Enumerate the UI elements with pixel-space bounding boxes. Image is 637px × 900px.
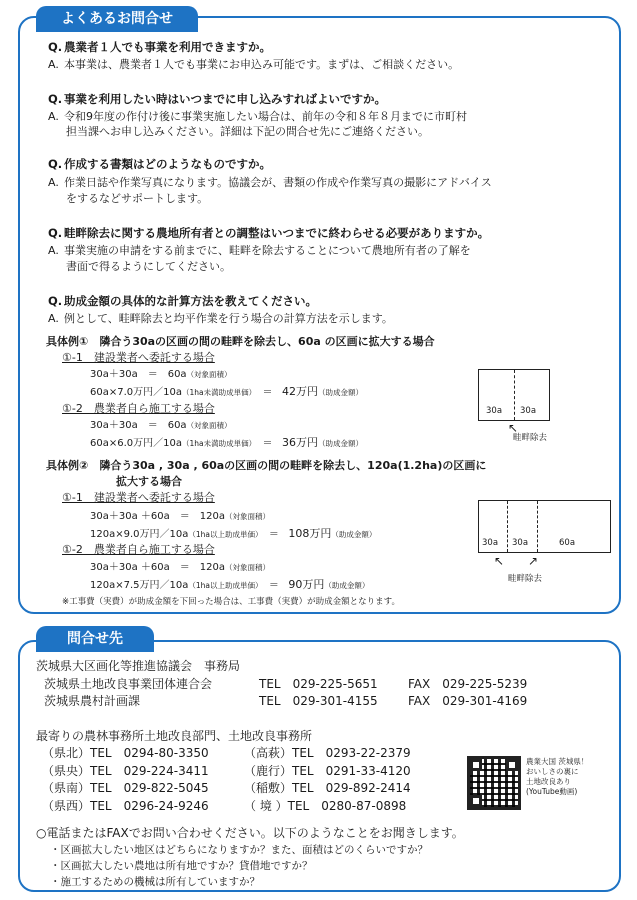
field-diagram-1	[478, 369, 550, 421]
office-tel[interactable]: TEL 029-225-5651	[259, 677, 378, 691]
footnote: ※工事費（実費）が助成金額を下回った場合は、工事費（実費）が助成金額となります。	[62, 597, 400, 607]
regional-tel[interactable]: （鹿行）TEL 0291-33-4120	[244, 764, 411, 778]
question-bullet: ・施工するための機械は所有していますか？	[50, 876, 260, 888]
plot-label: 30a	[512, 538, 529, 548]
example-2-case-1-area: 30a＋30a ＋60a ＝ 120a（対象面積）	[90, 511, 270, 522]
arrow-icon: ↖	[508, 421, 519, 435]
regional-tel[interactable]: （県央）TEL 029-224-3411	[42, 764, 209, 778]
example-2-case-1-label: ①-1 建設業者へ委託する場合	[62, 491, 215, 504]
contact-title: 問合せ先	[36, 626, 154, 652]
faq-answer-3: A. 作業日誌や作業写真になります。協議会が、書類の作成や作業写真の撮影にアドバイス	[48, 176, 492, 189]
question-bullet: ・区画拡大したい農地は所有地ですか？貸借地ですか？	[50, 860, 313, 872]
example-1-case-2-amount: 60a×6.0万円／10a（1ha未満助成単価） ＝ 36万円（助成金額）	[90, 436, 364, 449]
faq-answer-5: A. 例として、畦畔除去と均平作業を行う場合の計算方法を示します。	[48, 312, 393, 325]
example-1-title: 具体例① 隣合う30aの区画の間の畦畔を除去し、60a の区画に拡大する場合	[46, 335, 435, 348]
secretariat-name: 茨城県大区画化等推進協議会 事務局	[36, 659, 241, 673]
example-2-title-cont: 拡大する場合	[116, 475, 182, 488]
question-bullet: ・区画拡大したい地区はどちらになりますか？また、面積はどのくらいですか？	[50, 844, 428, 856]
faq-answer-4: A. 事業実施の申請をする前までに、畦畔を除去することについて農地所有者の了解を	[48, 244, 471, 257]
faq-title: よくあるお問合せ	[36, 6, 198, 32]
faq-question-2: Q. 事業を利用したい時はいつまでに申し込みすればよいですか。	[48, 92, 386, 106]
levee-line	[514, 370, 515, 420]
arrow-icon: ↗	[528, 554, 539, 568]
example-1-case-2-area: 30a＋30a ＝ 60a（対象面積）	[90, 420, 232, 431]
office-fax: FAX 029-301-4169	[408, 694, 528, 708]
regional-tel[interactable]: （県西）TEL 0296-24-9246	[42, 799, 209, 813]
office-fax: FAX 029-225-5239	[408, 677, 528, 691]
qr-finder	[470, 795, 482, 807]
regional-tel[interactable]: （ 境 ）TEL 0280-87-0898	[244, 799, 407, 813]
faq-answer-1: A. 本事業は、農業者１人でも事業にお申込み可能です。まずは、ご相談ください。	[48, 58, 460, 71]
faq-answer-2: A. 令和9年度の作付け後に事業実施したい場合は、前年の令和８年８月までに市町村	[48, 110, 467, 123]
regional-tel[interactable]: （稲敷）TEL 029-892-2414	[244, 781, 411, 795]
faq-answer-3-cont: をするなどサポートします。	[66, 192, 209, 205]
regional-tel[interactable]: （県北）TEL 0294-80-3350	[42, 746, 209, 760]
plot-label: 30a	[482, 538, 499, 548]
example-1-case-1-label: ①-1 建設業者へ委託する場合	[62, 351, 215, 364]
example-1-case-1-area: 30a＋30a ＝ 60a（対象面積）	[90, 369, 232, 380]
regional-tel[interactable]: （高萩）TEL 0293-22-2379	[244, 746, 411, 760]
faq-question-3: Q. 作成する書類はどのようなものですか。	[48, 157, 271, 171]
levee-line	[507, 501, 508, 552]
example-1-case-1-amount: 60a×7.0万円／10a（1ha未満助成単価） ＝ 42万円（助成金額）	[90, 385, 364, 398]
office-name: 茨城県土地改良事業団体連合会	[44, 677, 213, 691]
qr-finder	[470, 759, 482, 771]
phone-note: ○電話またはFAXでお問い合わせください。以下のようなことをお聞きします。	[36, 826, 464, 840]
faq-question-5: Q. 助成金額の具体的な計算方法を教えてください。	[48, 294, 317, 308]
levee-removal-caption: 畦畔除去	[508, 574, 543, 584]
example-2-case-2-area: 30a＋30a ＋60a ＝ 120a（対象面積）	[90, 562, 270, 573]
example-1-case-2-label: ①-2 農業者自ら施工する場合	[62, 402, 215, 415]
example-2-case-2-amount: 120a×7.5万円／10a（1ha以上助成単価） ＝ 90万円（助成金額）	[90, 578, 370, 591]
faq-answer-4-cont: 書面で得るようにしてください。	[66, 260, 231, 273]
regional-offices-title: 最寄りの農林事務所土地改良部門、土地改良事務所	[36, 729, 313, 743]
faq-question-1: Q. 農業者１人でも事業を利用できますか。	[48, 40, 271, 54]
levee-line	[537, 501, 538, 552]
example-2-case-1-amount: 120a×9.0万円／10a（1ha以上助成単価） ＝ 108万円（助成金額）	[90, 527, 377, 540]
faq-question-4: Q. 畦畔除去に関する農地所有者との調整はいつまでに終わらせる必要がありますか。	[48, 226, 490, 240]
plot-label: 60a	[559, 538, 576, 548]
arrow-icon: ↖	[494, 554, 505, 568]
office-name: 茨城県農村計画課	[44, 694, 141, 708]
faq-answer-2-cont: 担当課へお申し込みください。詳細は下記の問合せ先にご連絡ください。	[66, 125, 429, 138]
levee-removal-caption: 畦畔除去	[513, 433, 548, 443]
qr-finder	[506, 759, 518, 771]
regional-tel[interactable]: （県南）TEL 029-822-5045	[42, 781, 209, 795]
office-tel[interactable]: TEL 029-301-4155	[259, 694, 378, 708]
plot-label: 30a	[520, 406, 537, 416]
qr-caption: 農業大国 茨城県！ おいしさの裏に 土地改良あり (YouTube動画)	[526, 757, 589, 797]
field-diagram-2	[478, 500, 611, 553]
example-2-title: 具体例② 隣合う30a , 30a , 60aの区画の間の畦畔を除去し、120a(1.2ha)の区画に	[46, 459, 487, 472]
qr-code[interactable]	[467, 756, 521, 810]
plot-label: 30a	[486, 406, 503, 416]
example-2-case-2-label: ①-2 農業者自ら施工する場合	[62, 543, 215, 556]
